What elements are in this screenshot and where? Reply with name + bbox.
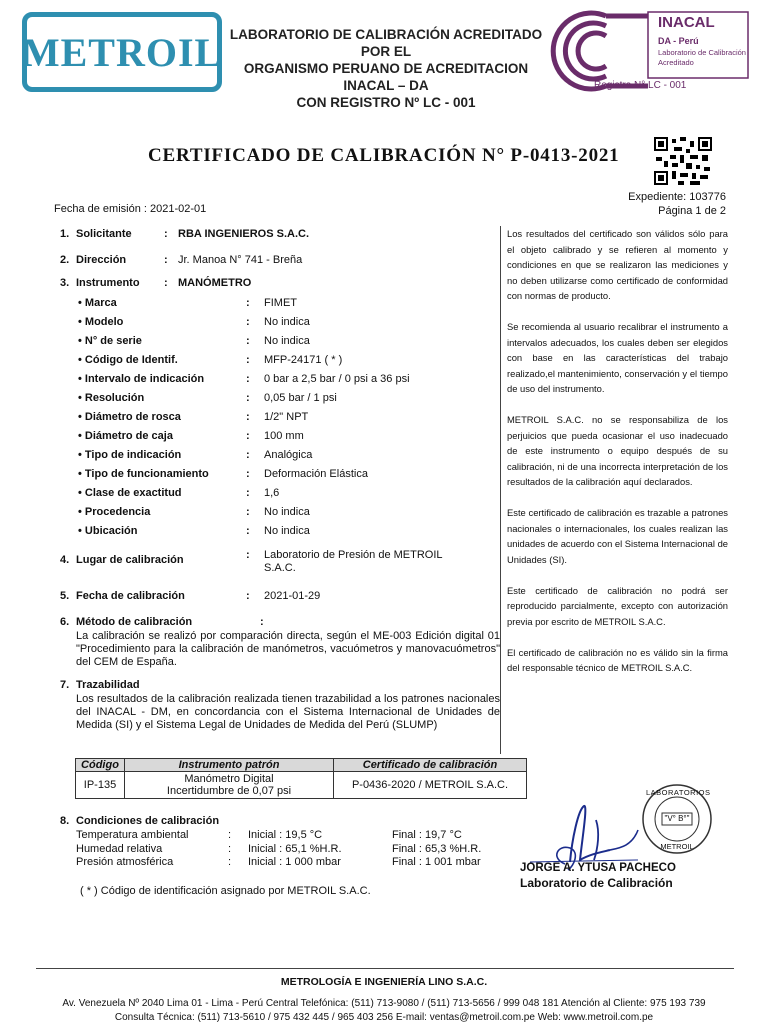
inacal-sub: DA - Perú: [658, 36, 699, 46]
instrument-detail-row: [78, 392, 498, 408]
inacal-sub: Acreditado: [658, 58, 694, 67]
detail-value: Analógica: [264, 449, 313, 461]
metodo-label: Método de calibración: [76, 616, 193, 628]
colon: :: [228, 829, 232, 841]
signatory-role: Laboratorio de Calibración: [520, 876, 673, 890]
colon: :: [164, 228, 168, 240]
table-row: [76, 772, 527, 799]
instrument-detail-row: [78, 335, 498, 351]
detail-value: FIMET: [264, 297, 297, 309]
traceability-table: [75, 758, 527, 799]
stamp-text: METROIL: [660, 842, 694, 851]
detail-value: No indica: [264, 506, 310, 518]
disclaimer-paragraph: El certificado de calibración no es válido sin la firma del responsable técnico de METROIL S.A.C.: [507, 646, 728, 673]
footer-divider: [36, 968, 734, 969]
section-number: 6.: [60, 616, 70, 628]
disclaimer-paragraph: Los resultados del certificado son válidos sólo para el objeto calibrado y se refieren al momento y condiciones en que se realizaron las mediciones y no deben utilizarse como certificado de conformidad con normas de producto.: [507, 228, 728, 301]
table-header: Certificado de calibración: [334, 759, 527, 772]
detail-label: • Modelo: [78, 316, 124, 328]
condition-initial: Inicial : 19,5 °C: [248, 829, 323, 841]
detail-value: 100 mm: [264, 430, 304, 442]
detail-label: • Procedencia: [78, 506, 151, 518]
condition-row: [76, 829, 500, 842]
lugar-value: Laboratorio de Presión de METROIL: [264, 549, 443, 561]
condiciones-label: Condiciones de calibración: [76, 815, 220, 827]
metroil-logo: [22, 12, 222, 92]
detail-label: • Código de Identif.: [78, 354, 178, 366]
condition-final: Final : 1 001 mbar: [392, 856, 481, 868]
detail-label: • Diámetro de caja: [78, 430, 173, 442]
trazabilidad-label: Trazabilidad: [76, 679, 140, 691]
colon: :: [246, 549, 250, 561]
accreditation-header: [228, 26, 544, 111]
detail-value: No indica: [264, 316, 310, 328]
condition-label: Humedad relativa: [76, 842, 163, 855]
section-number: 4.: [60, 554, 70, 566]
instrument-detail-row: [78, 297, 498, 313]
detail-value: 1/2" NPT: [264, 411, 309, 423]
colon: :: [246, 411, 250, 423]
detail-value: MFP-24171 ( * ): [264, 354, 343, 366]
condition-final: Final : 19,7 °C: [392, 829, 462, 841]
lugar-value: S.A.C.: [264, 562, 296, 574]
inacal-logo: [536, 8, 752, 94]
column-divider: [500, 226, 501, 754]
table-header: Código: [76, 759, 125, 772]
direccion-label: Dirección: [76, 254, 127, 266]
colon: :: [246, 297, 250, 309]
colon: :: [246, 506, 250, 518]
detail-value: 1,6: [264, 487, 280, 499]
page-number: Página 1 de 2: [658, 205, 726, 217]
instrument-detail-row: [78, 487, 498, 503]
colon: :: [246, 525, 250, 537]
table-cell: P-0436-2020 / METROIL S.A.C.: [334, 772, 527, 799]
instrument-detail-row: [78, 506, 498, 522]
detail-label: • Diámetro de rosca: [78, 411, 181, 423]
section-number: 8.: [60, 815, 70, 827]
section-number: 7.: [60, 679, 70, 691]
footnote: ( * ) Código de identificación asignado por METROIL S.A.C.: [80, 885, 371, 897]
solicitante-label: Solicitante: [76, 228, 132, 240]
expediente-block: [560, 190, 726, 218]
colon: :: [246, 335, 250, 347]
section-number: 1.: [60, 228, 70, 240]
detail-value: Deformación Elástica: [264, 468, 368, 480]
colon: :: [228, 856, 232, 868]
colon: :: [246, 316, 250, 328]
table-cell: [125, 772, 334, 799]
inacal-registro: Registro N° LC - 001: [594, 80, 687, 91]
colon: :: [164, 254, 168, 266]
colon: :: [164, 277, 168, 289]
instrument-detail-row: [78, 354, 498, 370]
colon: :: [228, 842, 232, 855]
solicitante-value: RBA INGENIEROS S.A.C.: [178, 228, 309, 240]
table-header: Instrumento patrón: [125, 759, 334, 772]
direccion-value: Jr. Manoa N° 741 - Breña: [178, 254, 303, 266]
condition-initial: Inicial : 1 000 mbar: [248, 856, 341, 868]
disclaimer-paragraph: METROIL S.A.C. no se responsabiliza de los perjuicios que pueda ocasionar el uso inadecuado de este instrumento o equipo después de su calibración, ni de una incorrecta interpretación de los resultados de la calibración aquí declarados.: [507, 414, 728, 487]
footer-address: Av. Venezuela Nº 2040 Lima 01 - Lima - Perú Central Telefónica: (511) 713-9080 / (511) 713-5656 / 999 048 181 Atención al Cliente: 975 193 739: [62, 998, 706, 1009]
inacal-sub: Laboratorio de Calibración: [658, 48, 746, 57]
colon: :: [246, 354, 250, 366]
stamp-text: "V° B°": [664, 814, 690, 823]
certificate-title: CERTIFICADO DE CALIBRACIÓN N° P-0413-2021: [148, 145, 620, 166]
signatory-name: JORGE A. YTUSA PACHECO: [520, 862, 676, 874]
condition-row: [76, 843, 500, 856]
disclaimer-column: [507, 226, 728, 691]
trazabilidad-text: Los resultados de la calibración realizada tienen trazabilidad a los patrones nacionales del INACAL - DM, en concordancia con el Sistema Internacional de Unidades de Medida (SI) y el Sistema Legal de Unidades de Medida del Perú (SLUMP): [76, 693, 500, 731]
instrumento-label: Instrumento: [76, 277, 140, 289]
detail-label: • N° de serie: [78, 335, 142, 347]
qr-code-icon: [654, 137, 712, 185]
detail-value: 0 bar a 2,5 bar / 0 psi a 36 psi: [264, 373, 410, 385]
detail-label: • Tipo de funcionamiento: [78, 468, 209, 480]
colon: :: [246, 430, 250, 442]
detail-value: 0,05 bar / 1 psi: [264, 392, 337, 404]
detail-label: • Resolución: [78, 392, 145, 404]
instrumento-value: MANÓMETRO: [178, 277, 252, 289]
accreditation-line: ORGANISMO PERUANO DE ACREDITACION INACAL – DA: [243, 61, 529, 93]
lugar-label: Lugar de calibración: [76, 554, 184, 566]
fecha-calibracion-label: Fecha de calibración: [76, 590, 185, 602]
fecha-calibracion-value: 2021-01-29: [264, 590, 321, 602]
disclaimer-paragraph: Este certificado de calibración es trazable a patrones nacionales o internacionales, los cuales realizan las unidades de acuerdo con el Sistema Internacional de Unidades (SI).: [507, 507, 728, 565]
detail-label: • Intervalo de indicación: [78, 373, 205, 385]
section-number: 2.: [60, 254, 70, 266]
detail-value: No indica: [264, 525, 310, 537]
colon: :: [246, 590, 250, 602]
detail-label: • Clase de exactitud: [78, 487, 182, 499]
table-cell: IP-135: [76, 772, 125, 799]
instrument-detail-row: [78, 373, 498, 389]
footer-company: METROLOGÍA E INGENIERÍA LINO S.A.C.: [280, 976, 488, 988]
condition-label: Presión atmosférica: [76, 856, 174, 868]
colon: :: [246, 449, 250, 461]
instrument-detail-row: [78, 430, 498, 446]
detail-label: • Tipo de indicación: [78, 449, 182, 461]
approval-stamp-icon: [640, 782, 714, 856]
footer-contact: Consulta Técnica: (511) 713-5610 / 975 432 445 / 965 403 256 E-mail: ventas@metroil.com.pe Web: www.metroil.com.pe: [114, 1012, 654, 1023]
disclaimer-paragraph: Se recomienda al usuario recalibrar el instrumento a intervalos adecuados, los cuales deben ser elegidos con base en las características del trabajo realizado,el mantenimiento, conservación y el tiempo de uso del instrumento.: [507, 321, 728, 394]
issue-date: Fecha de emisión : 2021-02-01: [54, 203, 207, 215]
instrument-detail-row: [78, 411, 498, 427]
accreditation-line: LABORATORIO DE CALIBRACIÓN ACREDITADO POR EL: [229, 27, 543, 59]
cell-line: Manómetro Digital: [184, 773, 274, 785]
colon: :: [246, 373, 250, 385]
table-header-row: [76, 759, 527, 772]
colon: :: [246, 487, 250, 499]
stamp-text: LABORATORIOS: [646, 788, 711, 797]
colon: :: [246, 392, 250, 404]
instrument-detail-row: [78, 525, 498, 541]
expediente-number: Expediente: 103776: [628, 191, 726, 203]
instrument-detail-row: [78, 468, 498, 484]
colon: :: [260, 616, 264, 628]
cell-line: Incertidumbre de 0,07 psi: [166, 785, 292, 797]
condition-row: [76, 856, 500, 869]
condition-final: Final : 65,3 %H.R.: [392, 842, 482, 855]
instrument-detail-row: [78, 449, 498, 465]
section-number: 3.: [60, 277, 70, 289]
colon: :: [246, 468, 250, 480]
condition-label: Temperatura ambiental: [76, 829, 189, 841]
metodo-text: La calibración se realizó por comparación directa, según el ME-003 Edición digital 01 "Procedimiento para la calibración de manómetros, vacuómetros y manovacuómetros" del CEM de España.: [76, 630, 500, 668]
detail-label: • Ubicación: [78, 525, 138, 537]
condition-initial: Inicial : 65,1 %H.R.: [248, 842, 342, 855]
section-number: 5.: [60, 590, 70, 602]
detail-label: • Marca: [78, 297, 117, 309]
detail-value: No indica: [264, 335, 310, 347]
disclaimer-paragraph: Este certificado de calibración no podrá ser reproducido parcialmente, excepto con autorización previa por escrito de METROIL S.A.C.: [507, 584, 728, 627]
accreditation-line: CON REGISTRO Nº LC - 001: [296, 95, 476, 110]
logo-text: METROIL: [21, 29, 223, 75]
instrument-detail-row: [78, 316, 498, 332]
inacal-title: INACAL: [658, 14, 715, 31]
